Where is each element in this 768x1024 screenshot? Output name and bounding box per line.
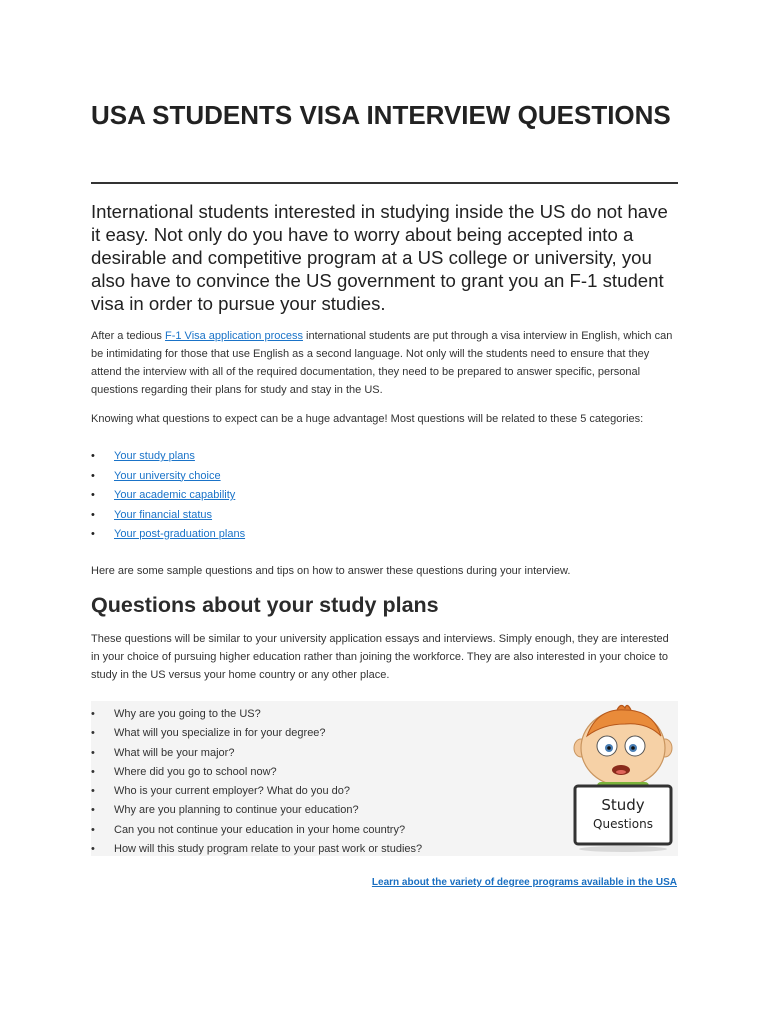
list-item <box>91 782 561 801</box>
question-text: Can you not continue your education in your home country? <box>114 823 406 836</box>
list-item <box>91 447 491 467</box>
bullet-icon: • <box>91 843 95 856</box>
bullet-icon: • <box>91 823 95 836</box>
question-text: What will be your major? <box>114 746 235 759</box>
list-item <box>91 506 491 526</box>
bullet-icon: • <box>91 785 95 798</box>
section-paragraph: These questions will be similar to your university application essays and interviews. Simply enough, they are interested in your choice of pursuing higher education rather than joining the workforce. They are also interested in your choice to study in the US versus your home country or any other place. <box>91 633 669 681</box>
f1-visa-process-link[interactable]: F-1 Visa application process <box>165 330 303 342</box>
bullet-icon: • <box>91 528 95 540</box>
list-item <box>91 744 561 763</box>
intro-text-after: international students are put through a visa interview in English, which can be intimidating for those that use English as a second language. Not only will the students need to ensure that they attend the interview with all of the required documentation, they need to be prepared to answer specific, personal questions regarding their plans for study and stay in the US. <box>91 330 673 396</box>
bullet-icon: • <box>91 708 95 720</box>
list-item <box>91 486 491 506</box>
question-text: Where did you go to school now? <box>114 765 277 778</box>
title-divider <box>91 182 678 184</box>
bullet-icon: • <box>91 508 95 521</box>
question-text: How will this study program relate to your past work or studies? <box>114 843 423 856</box>
bullet-icon: • <box>91 727 95 740</box>
categories-intro: Knowing what questions to expect can be a huge advantage! Most questions will be related to these 5 categories: <box>91 413 644 425</box>
list-item <box>91 705 561 724</box>
category-link-academic-capability[interactable]: Your academic capability <box>114 489 236 501</box>
sign-line-questions: Questions <box>593 817 653 831</box>
category-link-financial-status[interactable]: Your financial status <box>114 508 213 521</box>
lead-paragraph: International students interested in studying inside the US do not have it easy. Not only do you have to worry about being accepted into a desirable and competitive program at a US college or university, you also have to convince the US government to grant you an F-1 student visa in order to pursue your studies. <box>91 201 668 314</box>
sign-line-study: Study <box>601 796 645 814</box>
question-text: What will you specialize in for your degree? <box>114 727 326 740</box>
bullet-icon: • <box>91 765 95 778</box>
intro-paragraph <box>91 327 679 399</box>
category-link-study-plans[interactable]: Your study plans <box>114 450 195 462</box>
list-item <box>91 467 491 487</box>
category-list <box>91 447 491 545</box>
intro-text-before: After a tedious <box>91 330 165 342</box>
question-text: Why are you going to the US? <box>114 708 261 720</box>
question-text: Who is your current employer? What do you do? <box>114 785 351 798</box>
list-item <box>91 525 491 545</box>
bullet-icon: • <box>91 489 95 501</box>
list-item <box>91 840 561 859</box>
category-link-post-graduation[interactable]: Your post-graduation plans <box>114 528 246 540</box>
list-item <box>91 801 561 820</box>
study-questions-illustration <box>567 702 679 854</box>
list-item <box>91 724 561 743</box>
list-item <box>91 821 561 840</box>
page-title: USA STUDENTS VISA INTERVIEW QUESTIONS <box>91 100 671 130</box>
list-item <box>91 763 561 782</box>
sample-questions-intro: Here are some sample questions and tips on how to answer these questions during your interview. <box>91 565 571 577</box>
bullet-icon: • <box>91 469 95 482</box>
question-text: Why are you planning to continue your education? <box>114 804 359 817</box>
section-heading: Questions about your study plans <box>91 593 439 617</box>
bullet-icon: • <box>91 804 95 817</box>
degree-programs-link[interactable]: Learn about the variety of degree programs available in the USA <box>371 877 677 888</box>
bullet-icon: • <box>91 746 95 759</box>
bullet-icon: • <box>91 450 95 462</box>
category-link-university-choice[interactable]: Your university choice <box>114 469 221 482</box>
question-list <box>91 705 561 859</box>
